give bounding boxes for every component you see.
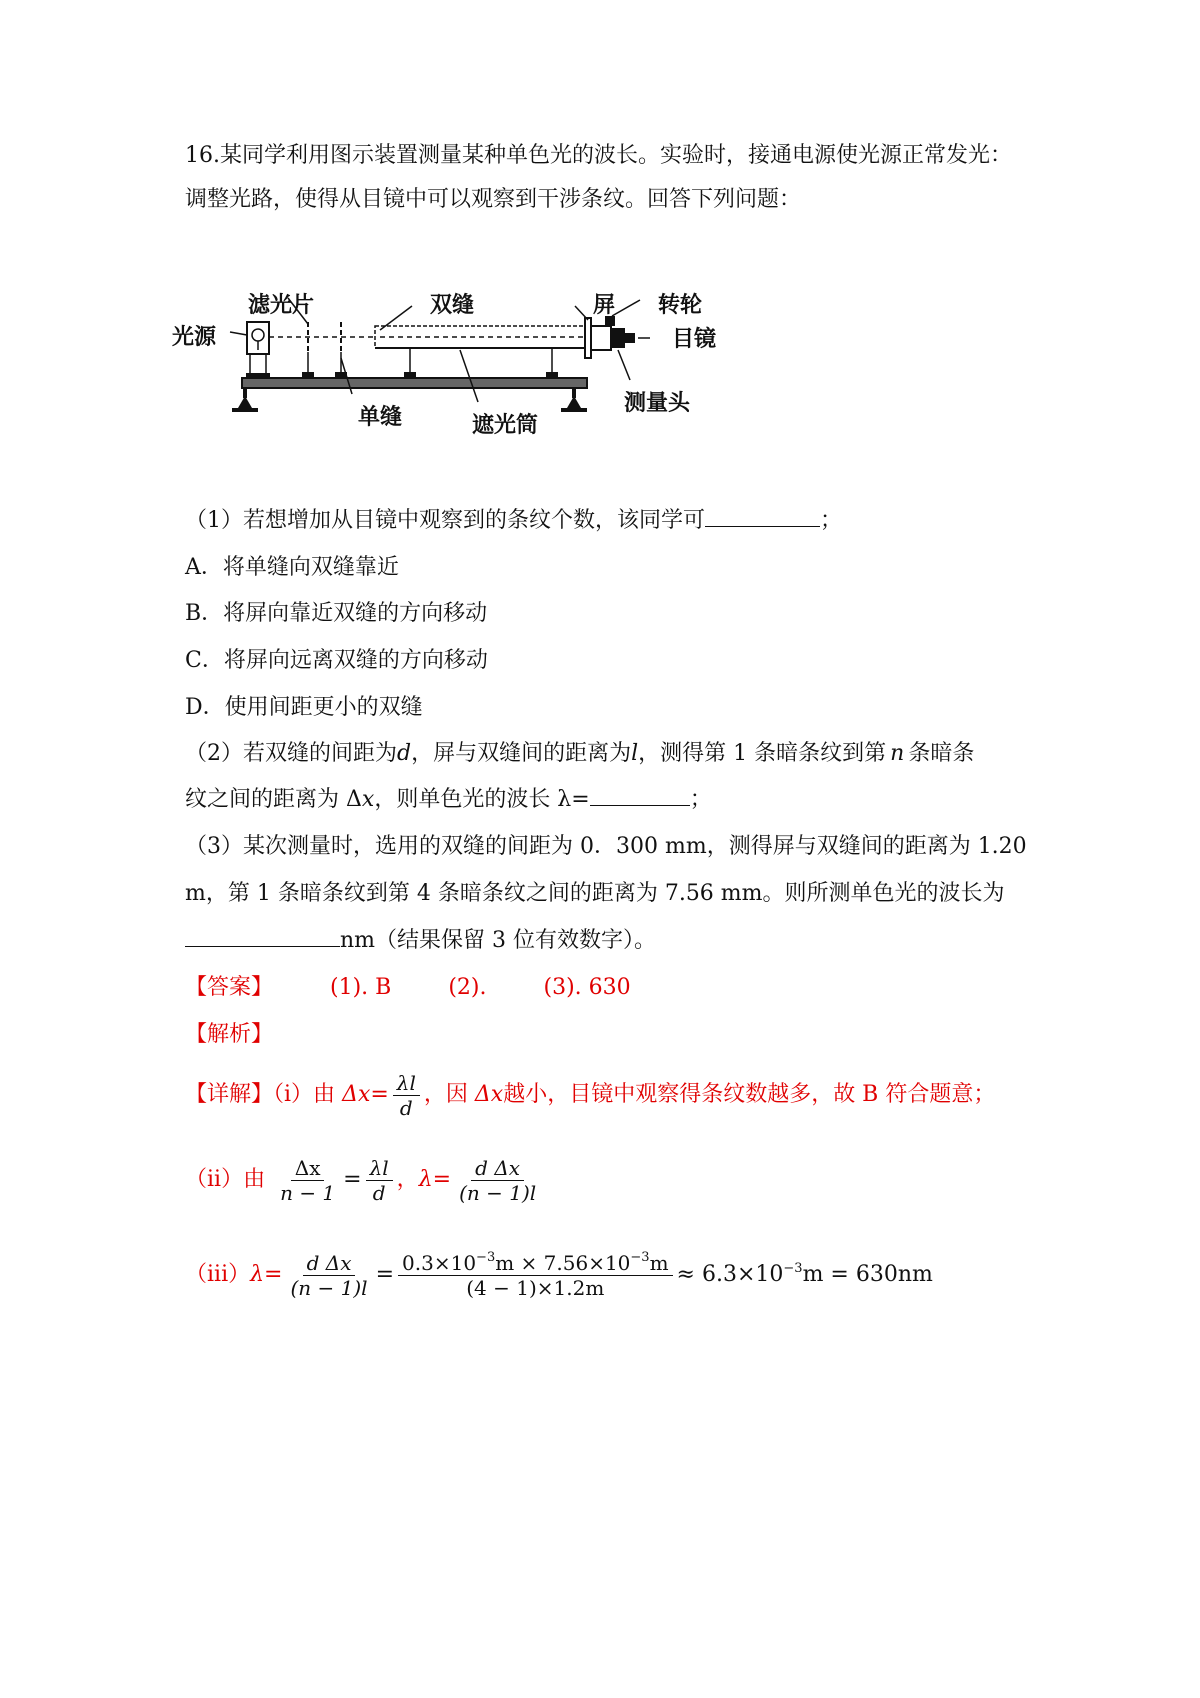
q1-option-a: A．将单缝向双缝靠近 (185, 555, 399, 580)
label-wheel: 转轮 (658, 293, 703, 318)
apparatus-diagram (172, 290, 740, 456)
detail-iii: （iii）λ= $\frac{\text{d Δx}}{(n - 1)l}$ = $\frac{0.3\times 10^{-3}m \times 7.56\times 10^{-3}m}{(4 - 1)\times 1.2m}$ ≈ $6.3\times 10^{-3}m = 630nm$ (185, 1249, 933, 1300)
q1-option-c: C．将屏向远离双缝的方向移动 (185, 648, 488, 673)
detail-i: 【详解】（i）由 Δx= $\frac{\lambda l}{d}$ ，因 Δx越小，目镜中观察得条纹数越多，故 B 符合题意； (185, 1070, 996, 1120)
q3-line-3: nm（结果保留 3 位有效数字）。 (185, 925, 656, 957)
eyepiece-tip (625, 333, 635, 343)
answer-label: 【答案】 (185, 975, 274, 1000)
analysis-label: 【解析】 (185, 1022, 274, 1047)
optical-bench (242, 378, 587, 388)
bench-foot-right-base (561, 408, 587, 412)
measure-head (591, 326, 611, 350)
detail-ii: （ii）由 $\frac{\Delta x}{n - 1}$ = $\frac{\lambda l}{d}$ ，λ= $\frac{\text{d Δx}}{(n - 1)l}$ (185, 1155, 537, 1205)
q1-blank[interactable] (705, 525, 820, 527)
q2-line-1: （2）若双缝的间距为d，屏与双缝间的距离为l，测得第 1 条暗条纹到第 n 条暗条 (185, 741, 975, 766)
q3-blank[interactable] (185, 945, 340, 947)
bench-foot-left-base (232, 408, 258, 412)
answer-line (185, 972, 631, 1004)
answer-part-1: (1). B (330, 975, 392, 1000)
q1-end: ； (820, 508, 843, 533)
label-measure-head: 测量头 (624, 391, 691, 416)
label-light-source: 光源 (172, 325, 217, 350)
label-screen: 屏 (593, 293, 616, 318)
q3-line-2: m，第 1 条暗条纹到第 4 条暗条纹之间的距离为 7.56 mm。则所测单色光的波长为 (185, 881, 1005, 906)
q3-line-1: （3）某次测量时，选用的双缝的间距为 0．300 mm，测得屏与双缝间的距离为 1.20 (185, 834, 1027, 859)
q2-line-2: 纹之间的距离为 Δx，则单色光的波长 λ= ； (185, 787, 712, 812)
q1-text: （1）若想增加从目镜中观察到的条纹个数，该同学可 (185, 508, 705, 533)
detail-label: 【详解】 (185, 1082, 274, 1107)
label-eyepiece: 目镜 (672, 327, 717, 352)
q2-blank[interactable] (590, 804, 690, 806)
q1-line (185, 505, 842, 537)
question-line-2: 调整光路，使得从目镜中可以观察到干涉条纹。回答下列问题： (185, 187, 802, 212)
q1-option-b: B．将屏向靠近双缝的方向移动 (185, 601, 488, 626)
q1-option-d: D．使用间距更小的双缝 (185, 695, 423, 720)
answer-part-2: (2). (448, 975, 487, 1000)
answer-part-3: (3). 630 (543, 975, 631, 1000)
bench-foot-right (567, 396, 581, 408)
label-single-slit: 单缝 (358, 405, 403, 430)
question-line-1: 16.某同学利用图示装置测量某种单色光的波长。实验时，接通电源使光源正常发光： (185, 143, 1012, 168)
label-tube: 遮光筒 (472, 413, 539, 438)
bench-foot-left (238, 396, 252, 408)
eyepiece-body (611, 328, 625, 348)
label-double-slit: 双缝 (430, 293, 475, 318)
label-filter: 滤光片 (248, 293, 315, 318)
